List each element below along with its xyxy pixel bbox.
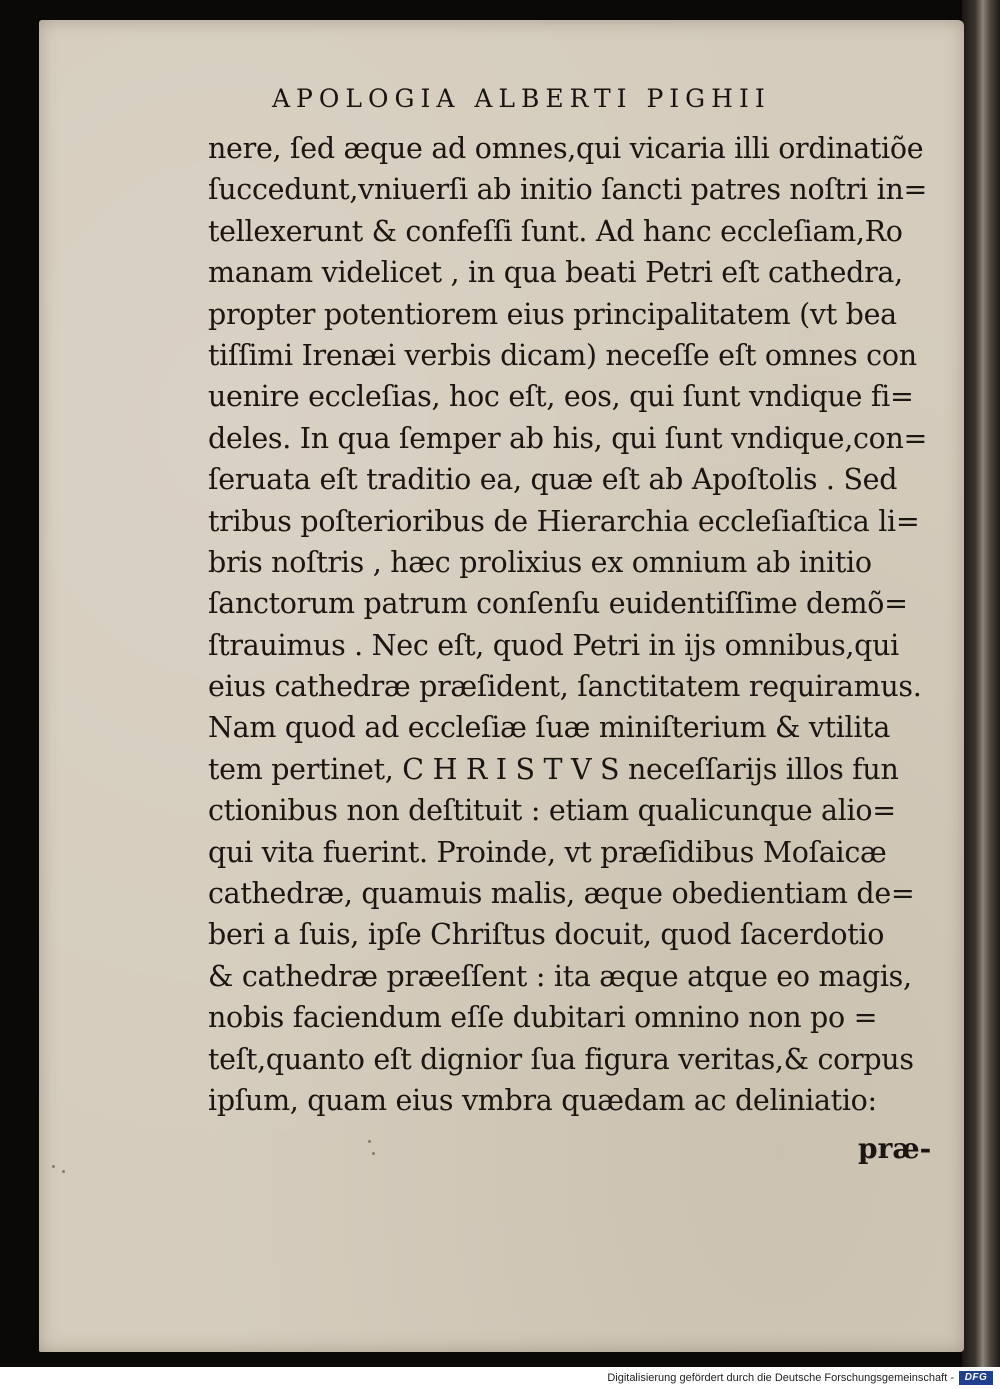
text-line: bris noſtris , hæc prolixius ex omnium ab initio <box>208 545 872 579</box>
text-line: ctionibus non deſtituit : etiam qualicunque alio= <box>208 794 896 828</box>
text-line: uenire eccleſias, hoc eſt, eos, qui ſunt vndique fi= <box>208 380 914 414</box>
text-block <box>208 128 938 1121</box>
text-line: eius cathedræ præſident, ſanctitatem requiramus. <box>208 670 922 704</box>
book-binding-edge <box>962 0 1000 1367</box>
dfg-logo: DFG <box>959 1371 993 1385</box>
text-line: tiſſimi Irenæi verbis dicam) neceſſe eſt omnes con <box>208 338 917 372</box>
text-line: deles. In qua ſemper ab his, qui ſunt vndique,con= <box>208 421 928 455</box>
paper-speck <box>368 1140 371 1143</box>
text-line: Nam quod ad eccleſiæ ſuæ miniſterium & vtilita <box>208 711 891 745</box>
text-line: ſeruata eſt traditio ea, quæ eſt ab Apoſtolis . Sed <box>208 463 898 497</box>
text-line: qui vita fuerint. Proinde, vt præſidibus Moſaicæ <box>208 835 887 869</box>
running-head: APOLOGIA ALBERTI PIGHII <box>272 84 771 113</box>
text-line: ipſum, quam eius vmbra quædam ac deliniatio: <box>208 1083 877 1117</box>
text-line: ſanctorum patrum conſenſu euidentiſſime demõ= <box>208 587 908 621</box>
text-line: nobis faciendum eſſe dubitari omnino non po = <box>208 1001 878 1035</box>
paper-speck <box>372 1152 375 1155</box>
paper-speck <box>52 1165 55 1168</box>
footer-credit: Digitalisierung gefördert durch die Deutsche Forschungsgemeinschaft - <box>607 1372 954 1384</box>
text-line: teſt,quanto eſt dignior ſua figura veritas,& corpus <box>208 1042 914 1076</box>
text-line: beri a ſuis, ipſe Chriſtus docuit, quod ſacerdotio <box>208 918 885 952</box>
text-line: manam videlicet , in qua beati Petri eſt cathedra, <box>208 256 903 290</box>
text-line: ſtrauimus . Nec eſt, quod Petri in ijs omnibus,qui <box>208 628 899 662</box>
text-line: cathedræ, quamuis malis, æque obedientiam de= <box>208 877 915 911</box>
text-line: tribus poſterioribus de Hierarchia eccleſiaſtica li= <box>208 504 920 538</box>
paper-speck <box>62 1170 65 1173</box>
catchword: præ- <box>858 1132 932 1165</box>
text-line: tem pertinet, C H R I S T V S neceſſarijs illos fun <box>208 752 899 786</box>
text-line: tellexerunt & confeſſi ſunt. Ad hanc eccleſiam,Ro <box>208 214 903 248</box>
text-line: & cathedræ præeſſent : ita æque atque eo magis, <box>208 959 912 993</box>
text-line: nere, ſed æque ad omnes,qui vicaria illi ordinatiõe <box>208 132 924 165</box>
text-line: ſuccedunt,vniuerſi ab initio ſancti patres noſtri in= <box>208 173 928 207</box>
text-line: propter potentiorem eius principalitatem (vt bea <box>208 297 897 331</box>
